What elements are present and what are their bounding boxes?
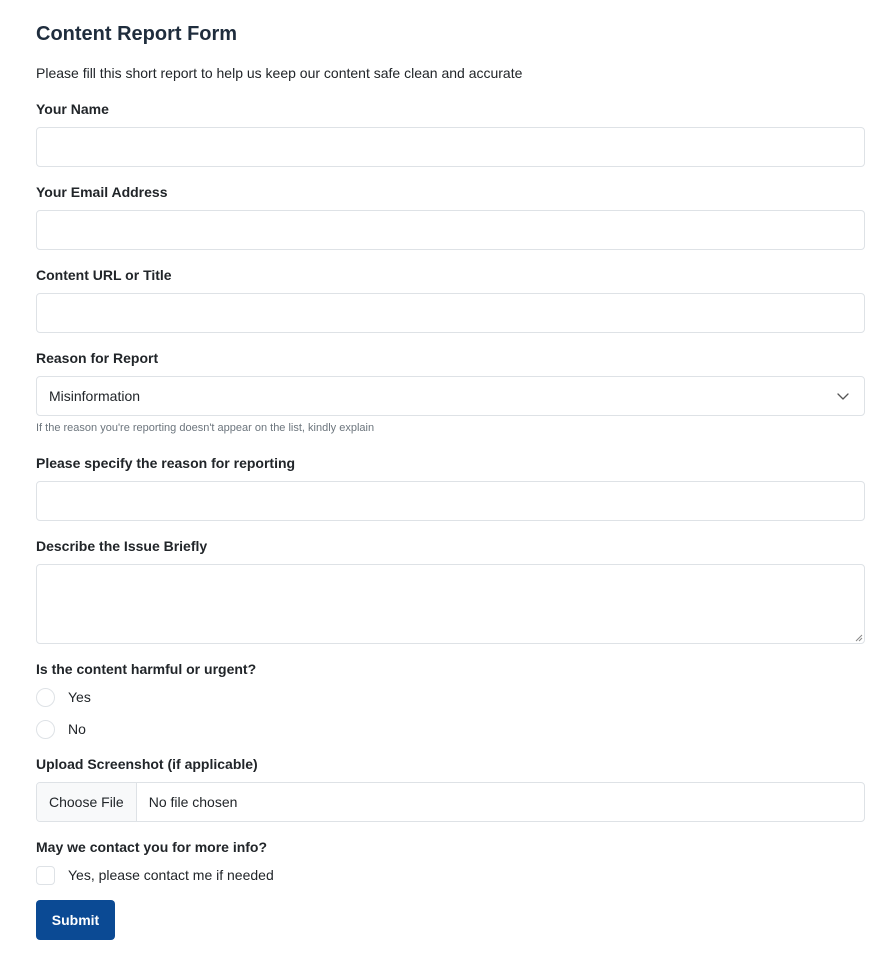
reason-label: Reason for Report (36, 350, 159, 366)
submit-button[interactable]: Submit (36, 900, 115, 940)
radio-yes[interactable] (36, 688, 55, 707)
contact-option[interactable] (36, 865, 274, 885)
specify-label: Please specify the reason for reporting (36, 455, 296, 471)
radio-no-label: No (68, 721, 86, 737)
contact-checkbox[interactable] (36, 866, 55, 885)
chevron-down-icon (836, 389, 850, 403)
harmful-option-no[interactable] (36, 719, 86, 739)
radio-yes-label: Yes (68, 689, 91, 705)
resize-grip-icon[interactable] (854, 633, 863, 642)
file-status: No file chosen (148, 794, 238, 810)
contact-checkbox-label: Yes, please contact me if needed (68, 867, 274, 883)
file-upload[interactable] (36, 782, 865, 822)
contact-label: May we contact you for more info? (36, 839, 268, 855)
reason-selected-value: Misinformation (49, 388, 141, 404)
form-subtitle: Please fill this short report to help us keep our content safe clean and accurate (36, 65, 523, 81)
reason-help-text: If the reason you're reporting doesn't appear on the list, kindly explain (36, 422, 375, 434)
specify-input[interactable] (36, 481, 865, 521)
radio-no[interactable] (36, 720, 55, 739)
name-label: Your Name (36, 101, 109, 117)
harmful-label: Is the content harmful or urgent? (36, 661, 257, 677)
email-input[interactable] (36, 210, 865, 250)
describe-label: Describe the Issue Briefly (36, 538, 208, 554)
content-input[interactable] (36, 293, 865, 333)
choose-file-button[interactable]: Choose File (37, 783, 137, 821)
email-label: Your Email Address (36, 184, 168, 200)
harmful-option-yes[interactable] (36, 687, 91, 707)
content-label: Content URL or Title (36, 267, 172, 283)
page-title: Content Report Form (36, 23, 238, 45)
describe-textarea[interactable] (36, 564, 865, 644)
reason-select[interactable] (36, 376, 865, 416)
upload-label: Upload Screenshot (if applicable) (36, 756, 258, 772)
name-input[interactable] (36, 127, 865, 167)
